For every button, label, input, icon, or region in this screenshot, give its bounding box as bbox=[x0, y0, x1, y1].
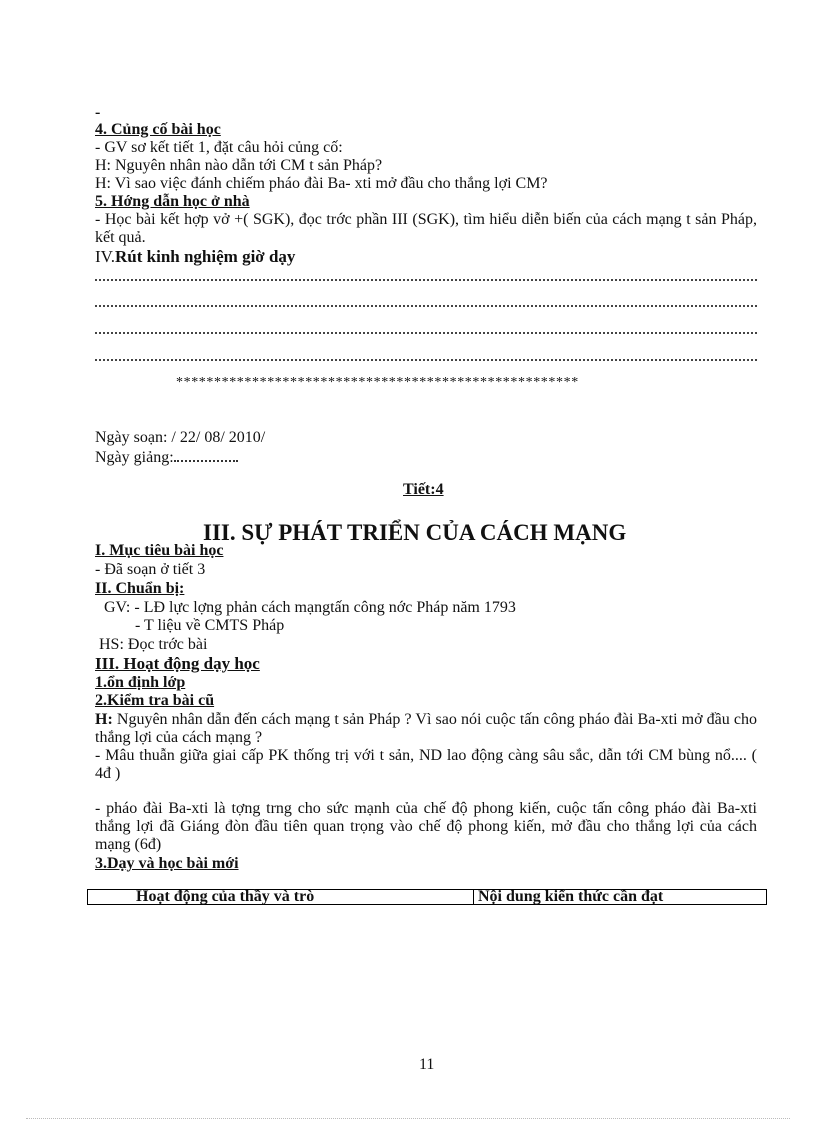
paragraph-answer-2: - pháo đài Ba-xti là tợng trng cho sức mạnh của chế độ phong kiến, cuộc tấn công pháo đài Ba-xti thắng lợi đã Giáng đòn đầu tiên quan trọng vào chế độ phong kiến, mở đầu cho thắng lợi của cách mạng (6đ) bbox=[95, 800, 757, 853]
table-header-col-2: Nội dung kiến thức cần đạt bbox=[474, 890, 767, 905]
star-separator: ***************************************************** bbox=[176, 375, 579, 390]
date-giang-label: Ngày giảng: bbox=[95, 449, 174, 466]
heading-huong-dan: 5. Hớng dẫn học ở nhà bbox=[95, 193, 250, 210]
text-line: H: Vì sao việc đánh chiếm pháo đài Ba- xti mở đầu cho thắng lợi CM? bbox=[95, 175, 548, 192]
dotted-line bbox=[95, 330, 757, 334]
text-gv-2: - T liệu về CMTS Pháp bbox=[135, 617, 285, 634]
paragraph-huong-dan: - Học bài kết hợp vở +( SGK), đọc trớc phần III (SGK), tìm hiểu diễn biến của cách mạng t sản Pháp, kết quả. bbox=[95, 211, 757, 246]
text-gv-1: GV: - LĐ lực lợng phản cách mạngtấn công nớc Pháp năm 1793 bbox=[104, 599, 516, 616]
paragraph-answer-1: - Mâu thuẫn giữa giai cấp PK thống trị với t sản, ND lao động càng sâu sắc, dẫn tới CM bùng nổ.... ( 4đ ) bbox=[95, 747, 757, 782]
paragraph-question bbox=[95, 711, 757, 747]
date-giang bbox=[95, 449, 238, 467]
heading-prefix: IV. bbox=[95, 247, 115, 266]
page-number: 11 bbox=[419, 1056, 435, 1073]
activity-table bbox=[87, 889, 767, 905]
heading-on-dinh: 1.ổn định lớp bbox=[95, 674, 186, 691]
dotted-line bbox=[95, 277, 757, 281]
lesson-number: Tiết:4 bbox=[403, 481, 444, 498]
heading-rut-kinh-nghiem bbox=[95, 248, 295, 266]
heading-text: Rút kinh nghiệm giờ dạy bbox=[115, 247, 296, 266]
heading-hoat-dong: III. Hoạt động dạy học bbox=[95, 654, 260, 673]
footer-dotted-border bbox=[26, 1118, 790, 1119]
heading-cung-co: 4. Củng cố bài học bbox=[95, 121, 221, 138]
table-header-col-1: Hoạt động của thầy và trò bbox=[88, 890, 474, 905]
stray-marker: - bbox=[95, 104, 101, 121]
heading-kiem-tra: 2.Kiểm tra bài cũ bbox=[95, 692, 215, 709]
heading-muc-tieu: I. Mục tiêu bài học bbox=[95, 542, 224, 559]
dotted-line bbox=[95, 303, 757, 307]
text-hs: HS: Đọc trớc bài bbox=[99, 636, 208, 653]
heading-day-hoc: 3.Dạy và học bài mới bbox=[95, 855, 239, 872]
text-muc-tieu: - Đã soạn ở tiết 3 bbox=[95, 561, 206, 578]
question-text: Nguyên nhân dẫn đến cách mạng t sản Pháp ? Vì sao nói cuộc tấn công pháo đài Ba-xti mở đầu cho thắng lợi của cách mạng ? bbox=[95, 711, 757, 746]
date-giang-blank bbox=[174, 450, 238, 462]
dotted-line bbox=[95, 357, 757, 361]
date-soan: Ngày soạn: / 22/ 08/ 2010/ bbox=[95, 429, 266, 446]
lesson-title: III. SỰ PHÁT TRIỂN CỦA CÁCH MẠNG bbox=[203, 520, 627, 545]
text-line: - GV sơ kết tiết 1, đặt câu hỏi củng cố: bbox=[95, 139, 343, 156]
text-line: H: Nguyên nhân nào dẫn tới CM t sản Pháp? bbox=[95, 157, 383, 174]
question-label: H: bbox=[95, 711, 113, 728]
heading-chuan-bi: II. Chuẩn bị: bbox=[95, 580, 185, 597]
table-header-row bbox=[88, 890, 767, 905]
